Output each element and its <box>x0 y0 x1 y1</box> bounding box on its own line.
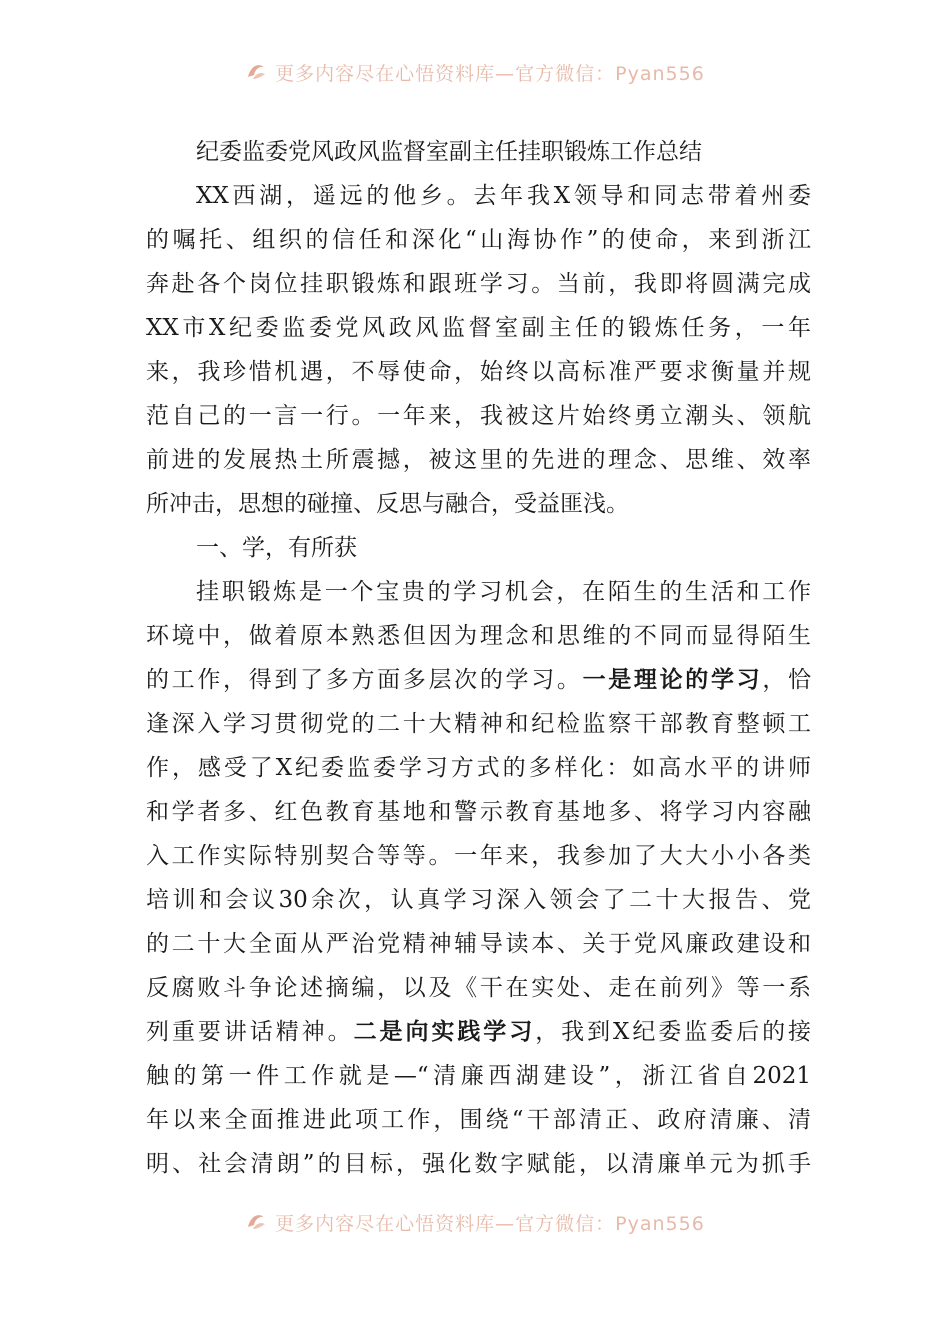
header-watermark <box>0 58 950 86</box>
paragraph-line: 范自己的一言一行。一年来，我被这片始终勇立潮头、领航 <box>146 403 811 429</box>
paragraph-line: 入工作实际特别契合等等。一年来，我参加了大大小小各类 <box>146 843 811 869</box>
bold-run: 一是理论的学习 <box>582 666 763 693</box>
paragraph-line: 所冲击，思想的碰撞、反思与融合，受益匪浅。 <box>146 491 629 517</box>
paragraph-line: 反腐败斗争论述摘编，以及《干在实处、走在前列》等一系 <box>146 975 811 1001</box>
document-body <box>146 130 811 1186</box>
paragraph-line: 培训和会议30余次，认真学习深入领会了二十大报告、党 <box>146 887 811 913</box>
paragraph-line: 和学者多、红色教育基地和警示教育基地多、将学习内容融 <box>146 799 811 825</box>
paragraph-line: XX市X纪委监委党风政风监督室副主任的锻炼任务，一年 <box>146 315 811 341</box>
watermark-text: 更多内容尽在心悟资料库—官方微信：Pyan556 <box>275 1212 705 1235</box>
watermark-logo-icon <box>245 1211 267 1233</box>
paragraph-line: 奔赴各个岗位挂职锻炼和跟班学习。当前，我即将圆满完成 <box>146 271 811 297</box>
paragraph-line: 逢深入学习贯彻党的二十大精神和纪检监察干部教育整顿工 <box>146 711 811 737</box>
paragraph-line: 挂职锻炼是一个宝贵的学习机会，在陌生的生活和工作 <box>196 579 811 605</box>
paragraph-line: 明、社会清朗”的目标，强化数字赋能，以清廉单元为抓手 <box>146 1151 811 1177</box>
paragraph-line: 环境中，做着原本熟悉但因为理念和思维的不同而显得陌生 <box>146 623 811 649</box>
paragraph-line: 的嘱托、组织的信任和深化“山海协作”的使命，来到浙江 <box>146 227 811 253</box>
text-run: ，我到X纪委监委后的接 <box>535 1019 811 1045</box>
paragraph-line: 触的第一件工作就是—“清廉西湖建设”，浙江省自2021 <box>146 1063 811 1089</box>
paragraph-line <box>146 658 811 702</box>
watermark-logo-icon <box>245 61 267 83</box>
paragraph-line: XX西湖，遥远的他乡。去年我X领导和同志带着州委 <box>196 183 811 209</box>
paragraph-line: 来，我珍惜机遇，不辱使命，始终以高标准严要求衡量并规 <box>146 359 811 385</box>
paragraph-line <box>146 1010 811 1054</box>
footer-watermark <box>0 1208 950 1236</box>
bold-run: 二是向实践学习 <box>353 1018 536 1045</box>
paragraph-line: 年以来全面推进此项工作，围绕“干部清正、政府清廉、清 <box>146 1107 811 1133</box>
document-title: 纪委监委党风政风监督室副主任挂职锻炼工作总结 <box>196 139 702 165</box>
paragraph-line: 前进的发展热土所震撼，被这里的先进的理念、思维、效率 <box>146 447 811 473</box>
text-run: 的工作，得到了多方面多层次的学习。 <box>146 667 583 693</box>
paragraph-line: 作，感受了X纪委监委学习方式的多样化：如高水平的讲师 <box>146 755 811 781</box>
paragraph-line: 的二十大全面从严治党精神辅导读本、关于党风廉政建设和 <box>146 931 811 957</box>
section-heading: 一、学，有所获 <box>196 535 357 561</box>
text-run: 列重要讲话精神。 <box>146 1019 354 1045</box>
text-run: ，恰 <box>762 667 811 693</box>
watermark-text: 更多内容尽在心悟资料库—官方微信：Pyan556 <box>275 62 705 85</box>
